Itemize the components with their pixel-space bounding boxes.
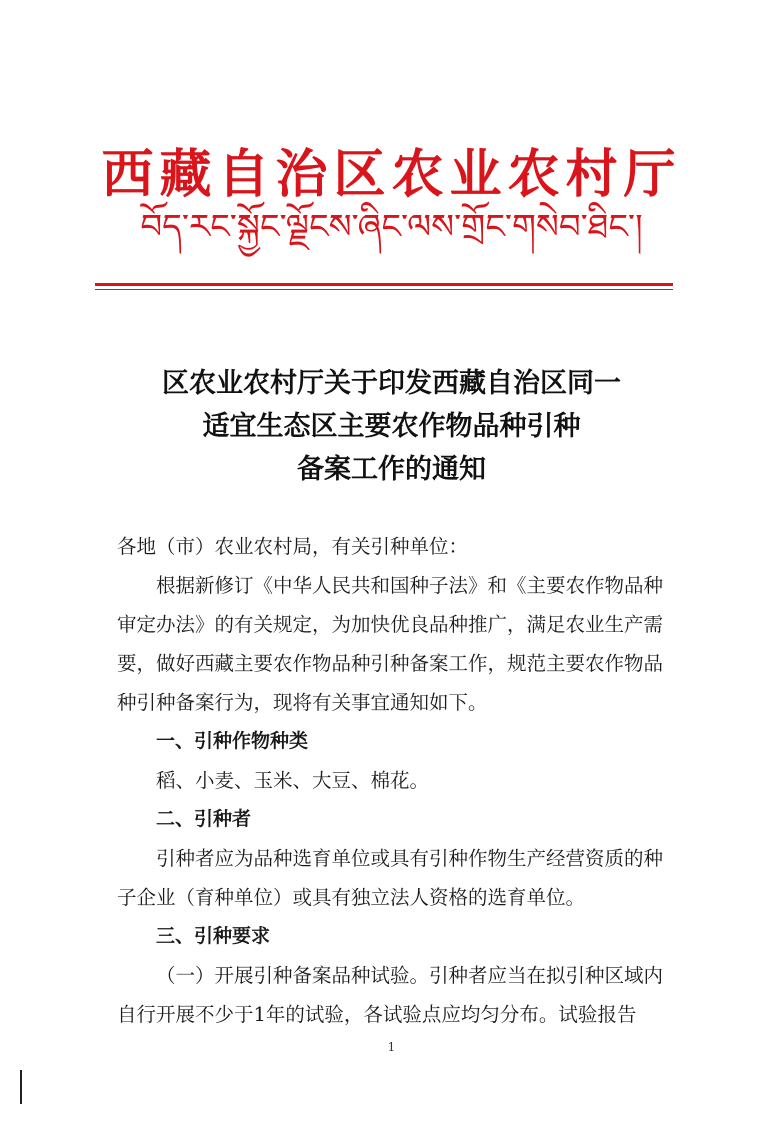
page-number: 1 <box>387 1040 396 1054</box>
section-2-heading: 二、引种者 <box>156 808 252 830</box>
margin-mark <box>20 1070 22 1104</box>
section-3-text: （一）开展引种备案品种试验。引种者应当在拟引种区域内自行开展不少于1年的试验，各试验点应均匀分布。试验报告 <box>117 964 664 1026</box>
header-rule-thick <box>95 283 673 286</box>
document-title <box>0 362 783 491</box>
salutation: 各地（市）农业农村局，有关引种单位： <box>117 535 469 558</box>
title-line-1: 区农业农村厅关于印发西藏自治区同一 <box>162 368 621 399</box>
header-rule-thin <box>95 289 673 290</box>
section-1-text: 稻、小麦、玉米、大豆、棉花。 <box>156 769 430 792</box>
header-org-name: 西藏自治区农业农村厅 <box>101 144 682 205</box>
header-org-name-tibetan: བོད་རང་སྐྱོང་ལྗོངས་ཞིང་ལས་གྲོང་གསེབ་ཐིང་། <box>140 207 643 247</box>
section-1-heading: 一、引种作物种类 <box>156 730 309 752</box>
title-line-2: 适宜生态区主要农作物品种引种 <box>202 411 581 442</box>
body-text <box>117 527 677 1034</box>
intro-paragraph: 根据新修订《中华人民共和国种子法》和《主要农作物品种审定办法》的有关规定，为加快优良品种推广，满足农业生产需要，做好西藏主要农作物品种引种备案工作，规范主要农作物品种引种备案行为，现将有关事宜通知如下。 <box>117 574 664 714</box>
title-line-3: 备案工作的通知 <box>297 454 486 485</box>
section-3-heading: 三、引种要求 <box>156 925 271 947</box>
section-2-text: 引种者应为品种选育单位或具有引种作物生产经营资质的种子企业（育种单位）或具有独立法人资格的选育单位。 <box>117 847 664 909</box>
